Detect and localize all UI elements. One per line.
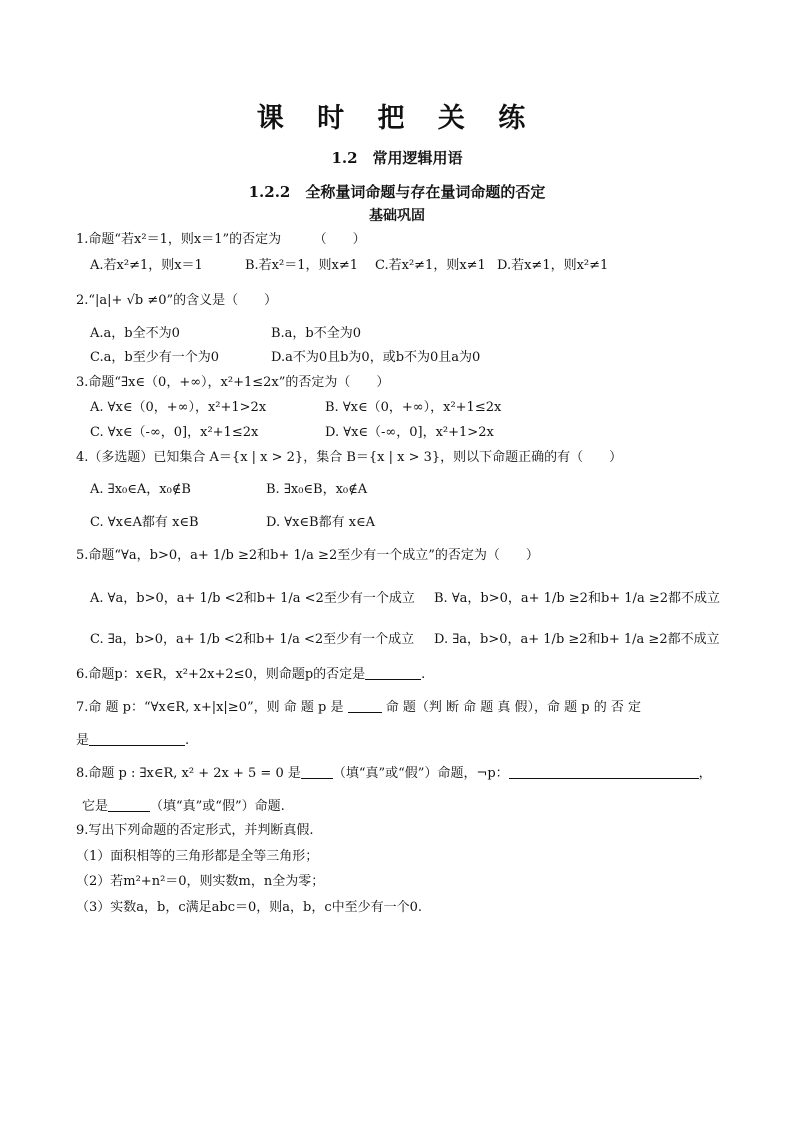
question-7-blank-2[interactable] xyxy=(89,731,185,746)
question-4-option-d: D. ∀x∈B都有 x∈A xyxy=(266,515,376,530)
question-4-option-c: C. ∀x∈A都有 x∈B xyxy=(90,515,199,530)
question-7-blank-1[interactable] xyxy=(348,698,382,713)
question-5-option-b: B. ∀a，b>0，a+ 1/b ≥2和b+ 1/a ≥2都不成立 xyxy=(434,591,720,606)
question-2-stem: 2.“|a|+ √b ≠0”的含义是（ ） xyxy=(76,293,278,308)
question-9-stem: 9.写出下列命题的否定形式，并判断真假. xyxy=(76,823,314,838)
question-8-blank-2[interactable] xyxy=(509,764,699,779)
question-5-option-d: D. ∃a，b>0，a+ 1/b ≥2和b+ 1/a ≥2都不成立 xyxy=(434,632,720,647)
question-6 xyxy=(76,665,425,684)
question-1-option-c: C.若x²≠1，则x≠1 xyxy=(375,258,486,273)
question-3-option-c: C. ∀x∈（-∞，0]，x²+1≤2x xyxy=(90,425,259,440)
question-4-option-a: A. ∃x₀∈A，x₀∉B xyxy=(90,482,191,497)
question-7-line-2 xyxy=(76,731,189,750)
question-8-line-2 xyxy=(82,797,285,816)
question-3-option-b: B. ∀x∈（0，+∞），x²+1≤2x xyxy=(325,400,502,415)
question-1-stem: 1.命题“若x²＝1，则x＝1”的否定为 （ ） xyxy=(76,232,366,247)
page-title: 课 时 把 关 练 xyxy=(256,103,538,134)
question-5-option-c: C. ∃a，b>0，a+ 1/b <2和b+ 1/a <2至少有一个成立 xyxy=(90,632,415,647)
question-7-mid: 命 题（判 断 命 题 真 假），命 题 p 的 否 定 xyxy=(385,700,642,715)
question-8-end: ， xyxy=(698,766,712,781)
question-3-stem: 3.命题“∃x∈（0，+∞），x²+1≤2x”的否定为（ ） xyxy=(76,375,390,390)
question-6-end: . xyxy=(421,667,426,682)
question-9-item-2: （2）若m²+n²＝0，则实数m，n全为零； xyxy=(76,874,325,889)
part-heading: 基础巩固 xyxy=(369,208,425,224)
question-8-stem: 8.命题 p : ∃x∈R, x² + 2x + 5 = 0 是 xyxy=(76,766,301,781)
question-6-answer-blank[interactable] xyxy=(365,665,421,680)
question-2-option-b: B.a，b不全为0 xyxy=(271,326,362,341)
question-1-option-d: D.若x≠1，则x²≠1 xyxy=(497,258,609,273)
question-7-end: . xyxy=(185,733,190,748)
question-7-line2-label: 是 xyxy=(76,733,90,748)
subsection-heading: 1.2.2 全称量词命题与存在量词命题的否定 xyxy=(248,183,546,201)
question-8-blank-1[interactable] xyxy=(301,764,333,779)
question-2-option-c: C.a，b至少有一个为0 xyxy=(90,350,219,365)
question-5-stem: 5.命题“∀a，b>0，a+ 1/b ≥2和b+ 1/a ≥2至少有一个成立”的否定为（ ） xyxy=(76,548,539,563)
question-4-option-b: B. ∃x₀∈B，x₀∉A xyxy=(266,482,368,497)
question-1-option-a: A.若x²≠1，则x＝1 xyxy=(90,258,203,273)
question-8-mid: （填“真”或“假”）命题，¬p： xyxy=(332,766,509,781)
question-8-blank-3[interactable] xyxy=(108,797,150,812)
question-3-option-a: A. ∀x∈（0，+∞），x²+1>2x xyxy=(90,400,267,415)
question-8-line2-end: （填“真”或“假”）命题. xyxy=(150,799,285,814)
question-8-line2-label: 它是 xyxy=(82,799,109,814)
question-9-item-1: （1）面积相等的三角形都是全等三角形； xyxy=(76,849,319,864)
question-5-option-a: A. ∀a，b>0，a+ 1/b <2和b+ 1/a <2至少有一个成立 xyxy=(90,591,415,606)
question-9-item-3: （3）实数a，b，c满足abc＝0，则a，b，c中至少有一个0. xyxy=(76,900,423,915)
question-2-option-a: A.a，b全不为0 xyxy=(90,326,180,341)
question-3-option-d: D. ∀x∈（-∞，0]，x²+1>2x xyxy=(325,425,494,440)
question-6-stem: 6.命题p：x∈R，x²+2x+2≤0，则命题p的否定是 xyxy=(76,667,366,682)
question-1-option-b: B.若x²＝1，则x≠1 xyxy=(245,258,358,273)
question-8 xyxy=(76,764,712,783)
question-7 xyxy=(76,698,641,717)
question-7-stem: 7.命 题 p：“∀x∈R, x+|x|≥0”，则 命 题 p 是 xyxy=(76,700,344,715)
section-heading: 1.2 常用逻辑用语 xyxy=(331,149,463,167)
question-2-option-d: D.a不为0且b为0，或b不为0且a为0 xyxy=(271,350,481,365)
question-4-stem: 4.（多选题）已知集合 A＝{x | x > 2}，集合 B＝{x | x > 3}，则以下命题正确的有（ ） xyxy=(76,450,623,465)
